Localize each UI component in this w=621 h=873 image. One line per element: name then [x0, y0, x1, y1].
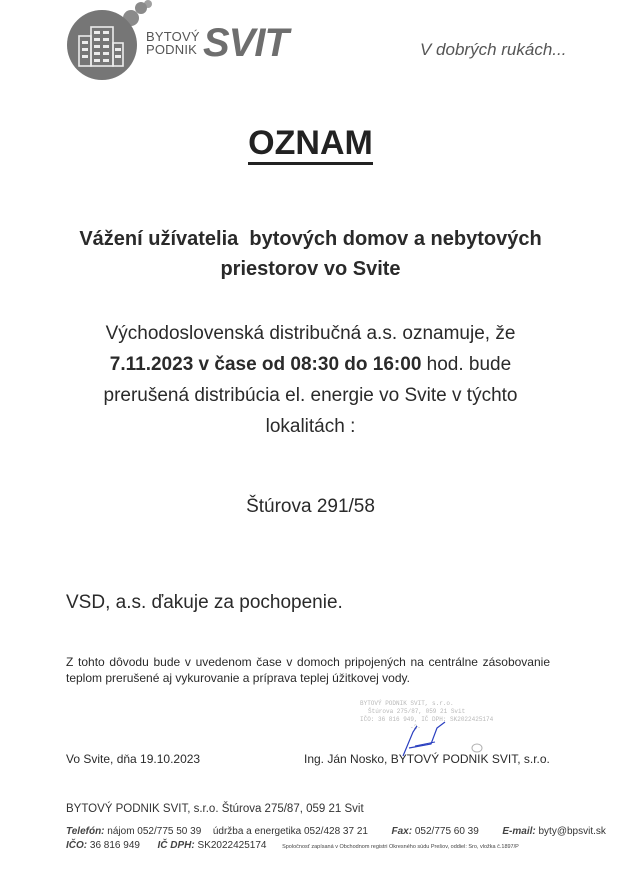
thanks-text: VSD, a.s. ďakuje za pochopenie. [66, 592, 343, 613]
footer-company-address: BYTOVÝ PODNIK SVIT, s.r.o. Štúrova 275/87, 059 21 Svit [66, 803, 364, 815]
outage-date-time: 7.11.2023 v čase od 08:30 do 16:00 [109, 354, 422, 375]
affected-address: Štúrova 291/58 [246, 496, 375, 517]
signer: Ing. Ján Nosko, BYTOVÝ PODNIK SVIT, s.r.o. [304, 752, 550, 766]
greeting [30, 224, 591, 284]
phone-rent: nájom 052/775 50 39 [107, 826, 202, 837]
phone-maintenance: údržba a energetika 052/428 37 21 [212, 826, 368, 837]
document-title-text: OZNAM [248, 124, 373, 165]
logo-brand-line2: PODNIK [146, 42, 198, 57]
building-in-circle-icon [67, 10, 137, 80]
stamp-line4: -2- [410, 724, 421, 731]
phone-label: Telefón: [66, 826, 105, 837]
ico-value: 36 816 949 [89, 840, 140, 851]
body-line1: Východoslovenská distribučná a.s. oznamuje, že [105, 323, 516, 344]
fax-number: 052/775 60 39 [414, 826, 479, 837]
stamp-line1: BYTOVÝ PODNIK SVIT, s.r.o. [360, 700, 454, 707]
greeting-line1: Vážení užívatelia bytových domov a nebytových [79, 228, 542, 250]
footer-registration [66, 840, 519, 851]
greeting-line2: priestorov vo Svite [220, 258, 401, 280]
body-line2 [60, 349, 561, 380]
body-line4: lokalitách : [265, 416, 356, 437]
email-label: E-mail: [502, 826, 536, 837]
logo-brand-text [146, 30, 200, 56]
ico-label: IČO: [66, 840, 88, 851]
dic-label: IČ DPH: [157, 840, 195, 851]
dic-value: SK2022425174 [197, 840, 267, 851]
fax-label: Fax: [391, 826, 413, 837]
stamp-line2: Štúrova 275/87, 059 21 Svit [368, 708, 466, 715]
body-line3: prerušená distribúcia el. energie vo Svite v týchto [103, 385, 518, 406]
registry-info: Spoločnosť zapísaná v Obchodnom registri Okresného súdu Prešov, oddiel: Sro, vložka č.1897/P [282, 844, 519, 850]
footer-contacts [66, 826, 606, 837]
place-date: Vo Svite, dňa 19.10.2023 [66, 752, 201, 766]
announcement-body [60, 318, 561, 442]
email-address[interactable]: byty@bpsvit.sk [538, 826, 606, 837]
logo-brand-name: SVIT [203, 21, 288, 65]
body-line2-rest: hod. bude [421, 354, 512, 375]
document-title [0, 124, 621, 163]
tagline: V dobrých rukách... [420, 40, 567, 59]
stamp-line3: IČO: 36 816 949, IČ DPH: SK2022425174 [360, 716, 494, 723]
logo-brand-line1: BYTOVÝ [146, 29, 200, 44]
heating-note: Z tohto dôvodu bude v uvedenom čase v domoch pripojených na centrálne zásobovanie teplom prerušené aj vykurovanie a príprava teplej úžitkovej vody. [66, 655, 550, 685]
